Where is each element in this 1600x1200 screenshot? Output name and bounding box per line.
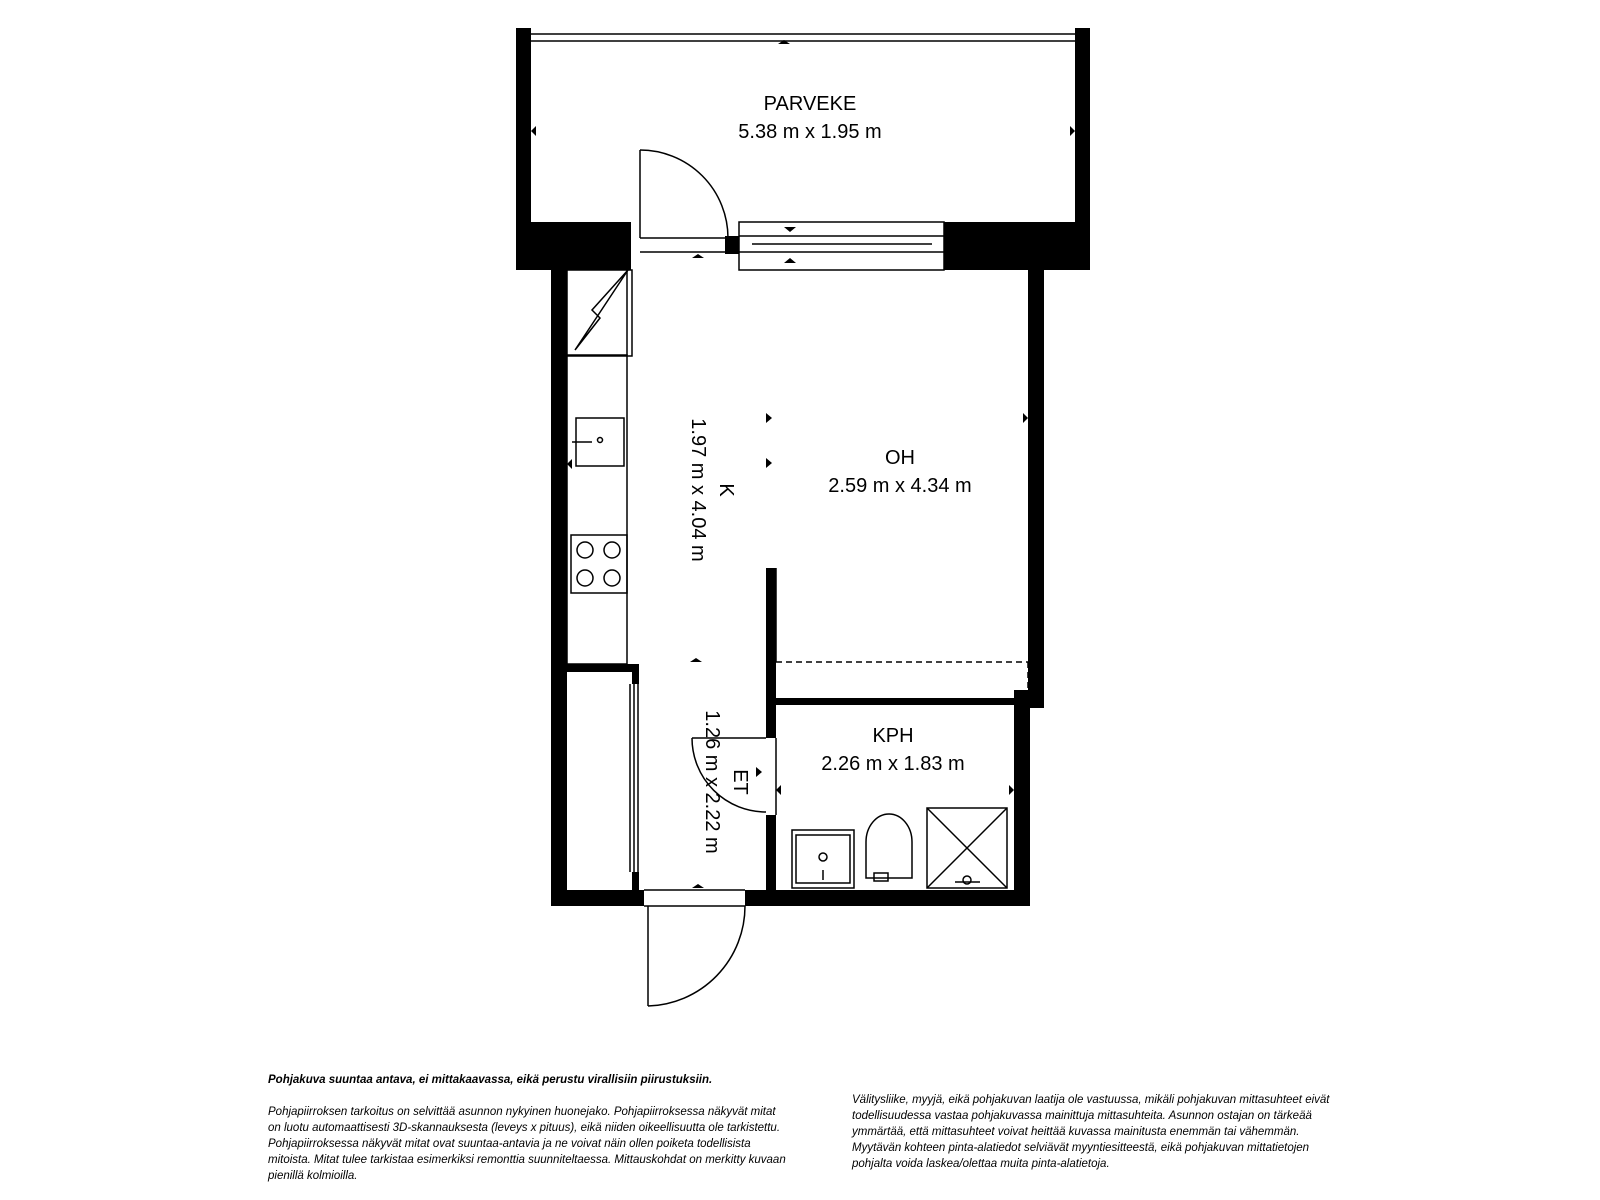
interior-wall-closet-right (632, 664, 639, 684)
apartment-wall-left (551, 262, 567, 906)
apartment-wall-right-upper (1028, 262, 1044, 708)
stove-burner (604, 542, 620, 558)
stove-burner (577, 542, 593, 558)
room-size-kph: 2.26 m x 1.83 m (821, 753, 965, 775)
balcony-wall-bottom-right (944, 222, 1090, 270)
room-size-parveke: 5.38 m x 1.95 m (738, 121, 882, 143)
room-size-et: 1.26 m x 2.22 m (701, 710, 723, 854)
room-name-k: K (715, 483, 737, 497)
room-name-kph: KPH (872, 725, 914, 747)
linework (531, 34, 1075, 1006)
apartment-wall-right-lower (1014, 690, 1030, 906)
toilet (866, 814, 912, 878)
disclaimer-left (268, 1072, 788, 1200)
room-labels (687, 93, 972, 854)
room-name-oh: OH (885, 447, 915, 469)
room-size-k: 1.97 m x 4.04 m (687, 418, 709, 562)
measure-markers (531, 40, 1075, 888)
room-name-parveke: PARVEKE (763, 93, 857, 115)
interior-wall-oh-divider (766, 568, 776, 738)
disclaimer-left-paragraph: Pohjapiirroksen tarkoitus on selvittää asunnon nykyinen huonejako. Pohjapiirroksessa näkyvät mitat on luotu automaattisesti 3D-skannauksesta (leveys x pituus), eikä niiden oikeellisuutta ole tarkistettu. Pohjapiirroksessa näkyvät mitat ovat suuntaa-antavia ja ne voivat näin ollen poiketa todellisista mitoista. Mitat tulee tarkistaa esimerkiksi remonttia suunniteltaessa. Mittauskohdat on merkitty kuvaan pienillä kolmioilla. (268, 1106, 786, 1182)
walls (516, 28, 1090, 906)
entrance-door-swing (648, 906, 745, 1006)
balcony-wall-bottom-left (516, 222, 631, 270)
room-name-et: ET (729, 769, 751, 795)
kitchen-counter (567, 355, 627, 664)
interior-wall-kph-top (766, 698, 1028, 705)
stove-burner (577, 570, 593, 586)
balcony-wall-bottom-mid (725, 236, 739, 254)
disclaimer-right-paragraph: Välitysliike, myyjä, eikä pohjakuvan laatija ole vastuussa, mikäli pohjakuvan mittasuhteet eivät todellisuudessa vastaa pohjakuvassa mainittuja mittasuhteita. Asunnon ostajan on tärkeää ymmärtää, että mittasuhteet voivat heittää kuvassa mainitusta enemmän tai vähemmän. Myytävän kohteen pinta-alatiedot selviävät myyntiesitteestä, eikä pohjakuvan mittatietojen pohjalta voida laskea/olettaa muita pinta-alatietoja. (852, 1094, 1330, 1170)
interior-wall-et-lower (766, 815, 776, 905)
fridge-symbol (575, 270, 628, 350)
balcony-door-swing (640, 150, 728, 238)
disclaimer-right (852, 1092, 1342, 1188)
stove-burner (604, 570, 620, 586)
apartment-wall-bottom-left (551, 890, 644, 906)
disclaimer-heading: Pohjakuva suuntaa antava, ei mittakaavassa, eikä perustu virallisiin piirustuksiin. (268, 1074, 713, 1086)
interior-wall-closet-right-low (632, 872, 639, 890)
interior-wall-closet-top (567, 664, 639, 672)
balcony-window (739, 222, 944, 270)
apartment-wall-bottom-right (745, 890, 1030, 906)
room-size-oh: 2.59 m x 4.34 m (828, 475, 972, 497)
